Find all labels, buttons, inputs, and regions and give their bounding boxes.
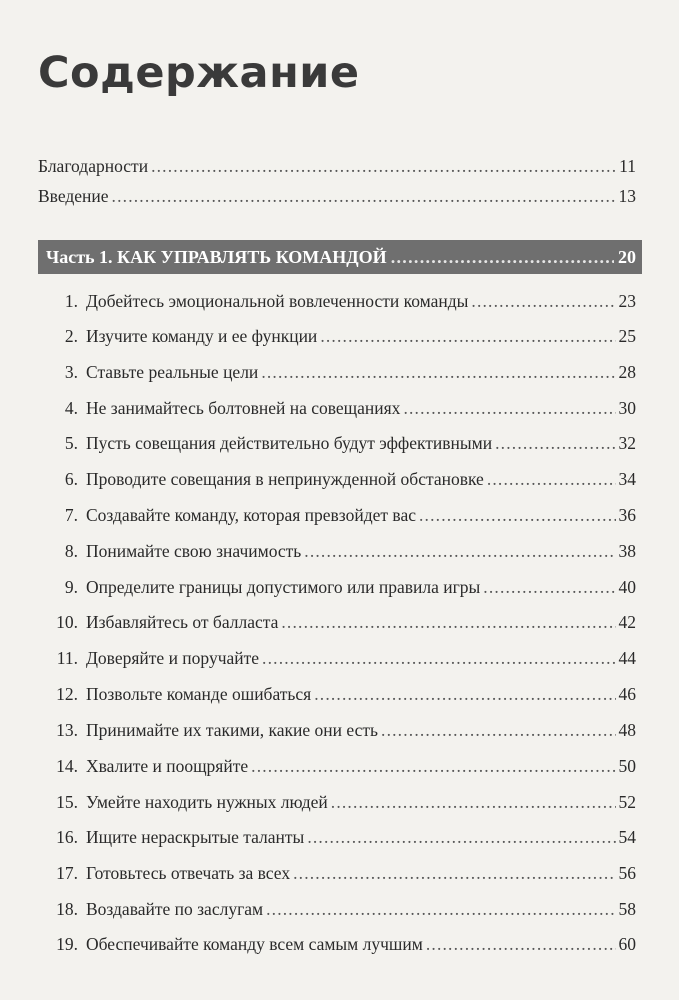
chapter-number: 11.	[56, 648, 78, 668]
toc-entry-page: 11	[619, 156, 636, 176]
chapter-label: Пусть совещания действительно будут эффективными	[86, 433, 493, 453]
chapter-entry[interactable]	[38, 326, 636, 347]
chapter-entry[interactable]	[38, 398, 636, 419]
chapter-page: 23	[618, 291, 636, 311]
chapter-label: Изучите команду и ее функции	[86, 326, 318, 346]
chapter-number: 4.	[64, 398, 78, 418]
chapter-label: Понимайте свою значимость	[86, 541, 302, 561]
chapter-label: Добейтесь эмоциональной вовлеченности команды	[86, 291, 469, 311]
part-page: 20	[618, 246, 636, 267]
dot-leader	[262, 648, 615, 669]
dot-leader	[314, 684, 615, 705]
chapter-entry[interactable]	[38, 433, 636, 454]
chapter-page: 30	[618, 398, 636, 418]
chapter-entry[interactable]	[38, 792, 636, 813]
chapter-label: Принимайте их такими, какие они есть	[86, 720, 379, 740]
chapter-label: Создавайте команду, которая превзойдет вас	[86, 505, 416, 525]
chapter-label: Умейте находить нужных людей	[86, 792, 328, 812]
chapter-number: 3.	[64, 362, 78, 382]
chapter-label: Готовьтесь отвечать за всех	[86, 863, 291, 883]
dot-leader	[251, 756, 615, 777]
chapter-entry[interactable]	[38, 505, 636, 526]
dot-leader	[403, 398, 615, 419]
chapter-number: 7.	[64, 505, 78, 525]
chapter-entry[interactable]	[38, 362, 636, 383]
chapter-number: 15.	[56, 792, 78, 812]
dot-leader	[307, 827, 615, 848]
dot-leader	[320, 326, 615, 347]
chapter-label: Не занимайтесь болтовней на совещаниях	[86, 398, 401, 418]
chapter-label: Определите границы допустимого или правила игры	[86, 577, 481, 597]
chapter-label: Проводите совещания в непринужденной обстановке	[86, 469, 484, 489]
chapter-entry[interactable]	[38, 612, 636, 633]
chapter-number: 12.	[56, 684, 78, 704]
chapter-number: 16.	[56, 827, 78, 847]
chapter-label: Ставьте реальные цели	[86, 362, 259, 382]
dot-leader	[304, 541, 615, 562]
dot-leader	[281, 612, 615, 633]
chapter-label: Доверяйте и поручайте	[86, 648, 260, 668]
chapter-page: 46	[618, 684, 636, 704]
dot-leader	[381, 720, 615, 741]
chapter-number: 9.	[64, 577, 78, 597]
chapter-entry[interactable]	[38, 469, 636, 490]
chapter-label: Избавляйтесь от балласта	[86, 612, 279, 632]
dot-leader	[471, 291, 615, 312]
dot-leader	[419, 505, 616, 526]
dot-leader	[331, 792, 616, 813]
chapter-label: Обеспечивайте команду всем самым лучшим	[86, 934, 423, 954]
chapter-number: 8.	[64, 541, 78, 561]
toc-entry-acknowledgements[interactable]	[38, 156, 636, 177]
chapter-entry[interactable]	[38, 934, 636, 955]
chapter-number: 6.	[64, 469, 78, 489]
chapter-number: 1.	[64, 291, 78, 311]
dot-leader	[487, 469, 616, 490]
chapter-label: Воздавайте по заслугам	[86, 899, 264, 919]
chapter-entry[interactable]	[38, 899, 636, 920]
chapter-page: 40	[618, 577, 636, 597]
dot-leader	[151, 156, 616, 177]
chapter-entry[interactable]	[38, 648, 636, 669]
chapter-page: 50	[618, 756, 636, 776]
part-label: Часть 1. КАК УПРАВЛЯТЬ КОМАНДОЙ	[46, 246, 387, 267]
chapter-page: 42	[618, 612, 636, 632]
chapter-page: 36	[618, 505, 636, 525]
chapter-number: 14.	[56, 756, 78, 776]
chapter-page: 60	[618, 934, 636, 954]
chapter-page: 52	[618, 792, 636, 812]
chapter-entry[interactable]	[38, 827, 636, 848]
part-heading[interactable]	[38, 240, 642, 274]
chapter-number: 17.	[56, 863, 78, 883]
chapter-number: 13.	[56, 720, 78, 740]
chapter-page: 54	[618, 827, 636, 847]
dot-leader	[293, 863, 615, 884]
chapter-page: 44	[618, 648, 636, 668]
chapter-number: 19.	[56, 934, 78, 954]
chapter-entry[interactable]	[38, 541, 636, 562]
dot-leader	[426, 934, 616, 955]
chapter-entry[interactable]	[38, 863, 636, 884]
chapter-page: 38	[618, 541, 636, 561]
toc-entry-label: Введение	[38, 186, 109, 206]
chapter-number: 5.	[64, 433, 78, 453]
chapter-entry[interactable]	[38, 291, 636, 312]
dot-leader	[112, 186, 616, 207]
chapter-number: 2.	[64, 326, 78, 346]
dot-leader	[495, 433, 615, 454]
chapter-page: 48	[618, 720, 636, 740]
chapter-label: Позвольте команде ошибаться	[86, 684, 312, 704]
dot-leader	[391, 247, 614, 268]
toc-entry-page: 13	[618, 186, 636, 206]
chapter-page: 28	[618, 362, 636, 382]
chapter-label: Хвалите и поощряйте	[86, 756, 249, 776]
dot-leader	[261, 362, 615, 383]
dot-leader	[483, 577, 615, 598]
chapter-number: 18.	[56, 899, 78, 919]
chapter-entry[interactable]	[38, 720, 636, 741]
chapter-number: 10.	[56, 612, 78, 632]
chapter-page: 58	[618, 899, 636, 919]
chapter-page: 25	[618, 326, 636, 346]
toc-entry-label: Благодарности	[38, 156, 149, 176]
chapter-page: 34	[618, 469, 636, 489]
chapter-entry[interactable]	[38, 756, 636, 777]
chapter-label: Ищите нераскрытые таланты	[86, 827, 305, 847]
chapter-page: 56	[618, 863, 636, 883]
chapter-entry[interactable]	[38, 684, 636, 705]
chapter-entry[interactable]	[38, 577, 636, 598]
dot-leader	[266, 899, 615, 920]
toc-entry-introduction[interactable]	[38, 186, 636, 207]
chapter-page: 32	[618, 433, 636, 453]
page-title: Содержание	[38, 48, 360, 98]
